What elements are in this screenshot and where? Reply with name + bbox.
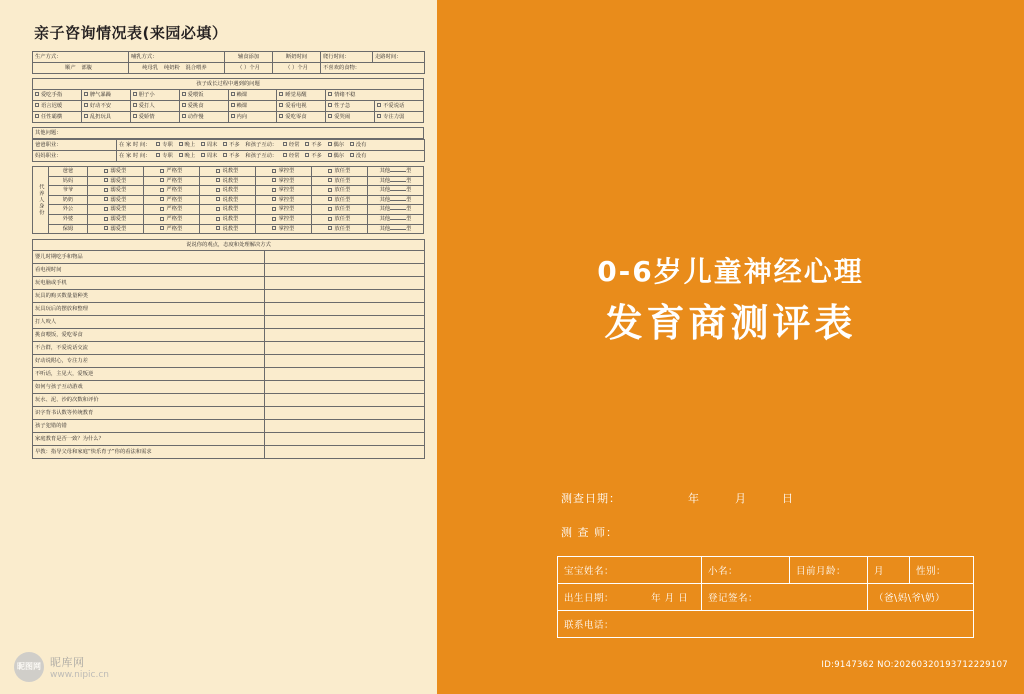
growth-item-label: 爱吃零食 [285, 113, 307, 120]
caregiver-type[interactable]: 掌控型 [255, 195, 311, 205]
opinion-row-input[interactable] [265, 316, 425, 329]
caregiver-row-label: 外公 [49, 205, 88, 215]
caregiver-type-other[interactable]: 其他 型 [367, 195, 423, 205]
caregiver-type[interactable]: 放任型 [311, 224, 367, 234]
caregiver-type-other[interactable]: 其他 型 [367, 215, 423, 225]
caregiver-type[interactable]: 放任型 [311, 167, 367, 177]
opt-weekend[interactable]: 周末 [201, 142, 218, 149]
label-wean-time: 断奶时间 [273, 52, 321, 63]
current-age-field[interactable]: 目前月龄： [790, 557, 868, 584]
opinion-row-label: 识字背书认数等传统教育 [33, 407, 265, 420]
opinion-row-input[interactable] [265, 394, 425, 407]
signature-field[interactable]: 登记签名： [702, 584, 868, 611]
father-occupation-label[interactable]: 爸爸职业： [33, 140, 117, 151]
opinion-row-input[interactable] [265, 420, 425, 433]
opinion-row-input[interactable] [265, 433, 425, 446]
opinion-row-label: 玩具玩后的摆放和整理 [33, 303, 265, 316]
caregiver-type-other[interactable]: 其他 型 [367, 186, 423, 196]
opinion-row-label: 看电视时间 [33, 264, 265, 277]
caregiver-type[interactable]: 放任型 [311, 186, 367, 196]
option-breast-milk[interactable]: 纯母乳 [142, 64, 159, 71]
table-row [558, 584, 974, 611]
opinion-row-input[interactable] [265, 368, 425, 381]
growth-item[interactable] [33, 90, 82, 101]
option-c-section[interactable]: 部腹 [81, 64, 92, 71]
caregiver-row-label: 爸爸 [49, 167, 88, 177]
caregiver-type[interactable]: 说教型 [199, 167, 255, 177]
opinion-row-label: 打人咬人 [33, 316, 265, 329]
label-crawl-time: 爬行时间： [321, 52, 373, 63]
opinion-row-input[interactable] [265, 381, 425, 394]
growth-item[interactable] [81, 112, 130, 123]
caregiver-type-other[interactable]: 其他 型 [367, 224, 423, 234]
date-month-label: 月 [735, 492, 747, 505]
mother-occupation-label[interactable]: 妈妈职业： [33, 151, 117, 162]
opinion-row-label: 玩电脑或手机 [33, 277, 265, 290]
caregiver-type[interactable]: 放任型 [311, 195, 367, 205]
growth-item[interactable] [179, 101, 228, 112]
cover-title-line2: 发育商测评表 [604, 301, 857, 345]
caregiver-type-other[interactable]: 其他 型 [367, 176, 423, 186]
opt-never[interactable]: 没有 [350, 153, 367, 160]
nickname-field[interactable]: 小名： [702, 557, 790, 584]
dislike-food-field[interactable]: 不喜欢的食物： [321, 63, 425, 74]
solid-food-months[interactable]: （ ）个月 [225, 63, 273, 74]
option-natural-birth[interactable]: 顺产 [65, 64, 76, 71]
father-interaction-label: 和孩子互动： [245, 141, 278, 148]
label-walk-time: 走路时间： [373, 52, 425, 63]
examiner-label: 测 查 师： [561, 526, 618, 539]
growth-item[interactable] [81, 101, 130, 112]
caregiver-type-other[interactable]: 其他 型 [367, 167, 423, 177]
opinion-row-label: 不听话，主见大，爱叛逆 [33, 368, 265, 381]
caregiver-type[interactable]: 掌控型 [255, 224, 311, 234]
caregiver-type[interactable]: 溺爱型 [87, 205, 143, 215]
opt-seldom[interactable]: 不多 [223, 153, 240, 160]
other-problems-table [32, 127, 424, 139]
caregiver-row-label: 外婆 [49, 215, 88, 225]
watermark-url: www.nipic.cn [50, 670, 109, 680]
opt-often[interactable]: 经常 [283, 153, 300, 160]
cover-title-line1: 0-6岁儿童神经心理 [597, 255, 864, 288]
caregiver-row-label: 保姆 [49, 224, 88, 234]
growth-item[interactable] [81, 90, 130, 101]
label-birth-mode: 生产方式： [33, 52, 129, 63]
opinion-row-label: 玩具的购买数量量种类 [33, 290, 265, 303]
opt-fulltime[interactable]: 专职 [156, 142, 173, 149]
opinion-row-label: 不合群，不爱说话交流 [33, 342, 265, 355]
opinion-row-label: 家庭教育是否一致？为什么？ [33, 433, 265, 446]
opt-weekend[interactable]: 周末 [201, 153, 218, 160]
opt-evening[interactable]: 晚上 [179, 142, 196, 149]
opt-sometimes[interactable]: 偶尔 [328, 153, 345, 160]
opinion-row-input[interactable] [265, 407, 425, 420]
growth-item-label: 爱喂饭 [187, 91, 204, 98]
growth-item-label: 性子急 [334, 102, 351, 109]
growth-item-label: 爱看电视 [285, 102, 307, 109]
growth-item-label: 爱吃手指 [41, 91, 63, 98]
opinion-row-label: 婴儿时期吃手和物品 [33, 251, 265, 264]
opt-not-much[interactable]: 不多 [305, 153, 322, 160]
mother-interaction-label: 和孩子互动： [245, 152, 278, 159]
wean-months[interactable]: （ ）个月 [273, 63, 321, 74]
label-feeding-mode: 哺乳方式： [129, 52, 225, 63]
opinion-row-label: 玩水、泥、沙的次数和评价 [33, 394, 265, 407]
caregiver-type[interactable]: 严格型 [143, 195, 199, 205]
birth-feeding-table [32, 51, 425, 74]
signature-relation-options[interactable]: （爸\妈\爷\奶） [868, 584, 974, 611]
growth-item[interactable] [179, 90, 228, 101]
growth-item[interactable] [33, 112, 82, 123]
growth-item-label: 内向 [236, 113, 248, 120]
opinion-row-label: 好动说附心，专注力差 [33, 355, 265, 368]
growth-item[interactable] [375, 112, 424, 123]
caregiver-type[interactable]: 说教型 [199, 215, 255, 225]
growth-item-label: 爱挑食 [187, 102, 204, 109]
baby-name-field[interactable]: 宝宝姓名： [558, 557, 702, 584]
growth-item[interactable] [277, 101, 326, 112]
caregiver-type[interactable]: 说教型 [199, 224, 255, 234]
father-home-time-label: 在 家 时 间： [119, 141, 151, 148]
growth-item[interactable] [375, 101, 424, 112]
caregiver-type[interactable]: 掌控型 [255, 205, 311, 215]
caregiver-type[interactable]: 放任型 [311, 205, 367, 215]
caregiver-type[interactable]: 说教型 [199, 186, 255, 196]
page-title: 亲子咨询情况表(来园必填） [34, 24, 228, 42]
opinion-row-input[interactable] [265, 329, 425, 342]
label-solid-food: 辅食添加 [225, 52, 273, 63]
survey-date-field[interactable] [561, 490, 794, 506]
opt-not-much[interactable]: 不多 [305, 142, 322, 149]
growth-item[interactable] [130, 101, 179, 112]
left-form-page [0, 0, 437, 694]
growth-problems-table [32, 78, 424, 123]
caregiver-type[interactable]: 严格型 [143, 215, 199, 225]
growth-item[interactable] [277, 112, 326, 123]
caregiver-type[interactable]: 严格型 [143, 186, 199, 196]
opinions-table [32, 239, 425, 459]
caregiver-type[interactable]: 溺爱型 [87, 224, 143, 234]
growth-item[interactable] [326, 112, 375, 123]
caregiver-type[interactable]: 掌控型 [255, 167, 311, 177]
opt-seldom[interactable]: 不多 [223, 142, 240, 149]
opt-sometimes[interactable]: 偶尔 [328, 142, 345, 149]
birth-mode-options[interactable] [33, 63, 129, 74]
growth-item-label: 赖课 [236, 91, 248, 98]
watermark [14, 652, 109, 682]
growth-item[interactable] [130, 90, 179, 101]
option-mixed[interactable]: 混合喂养 [185, 64, 207, 71]
opinion-row-input[interactable] [265, 355, 425, 368]
image-id-label: ID:9147362 NO:20260320193712229107 [821, 660, 1008, 670]
watermark-logo: 昵图网 [14, 652, 44, 682]
opinion-row-label: 早教：指导父母和家庭“快乐育子”你的看法和需求 [33, 446, 265, 459]
opt-never[interactable]: 没有 [350, 142, 367, 149]
growth-item[interactable] [130, 112, 179, 123]
caregiver-type[interactable]: 说教型 [199, 205, 255, 215]
right-cover-page [437, 0, 1024, 694]
feeding-options[interactable] [129, 63, 225, 74]
other-problems-label: 其他问题： [33, 128, 424, 139]
age-month-unit: 月 [868, 557, 910, 584]
opt-often[interactable]: 经常 [283, 142, 300, 149]
opinion-row-input[interactable] [265, 303, 425, 316]
growth-item-label: 爱哭闹 [334, 113, 351, 120]
growth-item-label: 乱扔玩具 [89, 113, 112, 120]
examiner-field[interactable] [561, 524, 618, 540]
caregiver-style-table [32, 166, 424, 234]
date-day-label: 日 [782, 492, 794, 505]
opinion-row-label: 孩子犯错的错 [33, 420, 265, 433]
mother-time-options[interactable] [117, 151, 425, 162]
caregiver-type[interactable]: 掌控型 [255, 186, 311, 196]
caregiver-identity-label: 代养人身份 [33, 167, 49, 234]
opt-fulltime[interactable]: 专职 [156, 153, 173, 160]
caregiver-type[interactable]: 严格型 [143, 205, 199, 215]
mother-home-time-label: 在 家 时 间： [119, 152, 151, 159]
growth-item-label: 情绪不稳 [334, 91, 356, 98]
caregiver-type[interactable]: 说教型 [199, 176, 255, 186]
survey-date-label: 测查日期： [561, 492, 621, 505]
phone-field[interactable]: 联系电话： [558, 611, 974, 638]
opinion-row-input[interactable] [265, 446, 425, 459]
caregiver-type[interactable]: 放任型 [311, 176, 367, 186]
opinion-row-input[interactable] [265, 277, 425, 290]
growth-item[interactable] [277, 90, 326, 101]
caregiver-type[interactable]: 说教型 [199, 195, 255, 205]
growth-item[interactable] [179, 112, 228, 123]
opinion-row-input[interactable] [265, 251, 425, 264]
date-year-label: 年 [688, 492, 700, 505]
growth-item[interactable] [326, 101, 375, 112]
watermark-text: 昵库网 [50, 656, 85, 669]
growth-item-label: 脾气暴躁 [89, 91, 112, 98]
growth-problems-header: 孩子成长过程中遇到的问题 [33, 79, 424, 90]
caregiver-row-label: 奶奶 [49, 195, 88, 205]
growth-item-label: 睡觉易醒 [285, 91, 307, 98]
opinion-row-input[interactable] [265, 342, 425, 355]
growth-item-label: 任性霸横 [41, 113, 63, 120]
growth-item-label: 动作慢 [187, 113, 204, 120]
growth-item-label: 爱娇情 [138, 113, 155, 120]
caregiver-type[interactable]: 严格型 [143, 224, 199, 234]
growth-item-label: 爱打人 [138, 102, 155, 109]
growth-item-label: 专注力弱 [383, 113, 405, 120]
caregiver-type[interactable]: 溺爱型 [87, 195, 143, 205]
gender-field[interactable]: 性别： [910, 557, 974, 584]
opinion-row-input[interactable] [265, 264, 425, 277]
growth-item-label: 好动不安 [89, 102, 112, 109]
caregiver-type[interactable]: 放任型 [311, 215, 367, 225]
growth-item-label: 赖课 [236, 102, 248, 109]
caregiver-type[interactable]: 溺爱型 [87, 167, 143, 177]
caregiver-row-label: 爷爷 [49, 186, 88, 196]
opinion-row-input[interactable] [265, 290, 425, 303]
opt-evening[interactable]: 晚上 [179, 153, 196, 160]
birthdate-ymd: 年 月 日 [651, 593, 689, 604]
opinions-header: 说说你的观点，态度和处理解决方式 [33, 240, 425, 251]
option-formula[interactable]: 纯奶粉 [163, 64, 180, 71]
father-time-options[interactable] [117, 140, 425, 151]
growth-item[interactable] [228, 90, 277, 101]
baby-info-table [557, 556, 974, 638]
growth-item-label: 语言迟缓 [41, 102, 63, 109]
caregiver-type[interactable]: 严格型 [143, 167, 199, 177]
growth-item[interactable] [228, 101, 277, 112]
caregiver-type[interactable]: 掌控型 [255, 176, 311, 186]
opinion-row-label: 挑食喂饭，爱吃零食 [33, 329, 265, 342]
growth-item-label: 胆子小 [138, 91, 155, 98]
caregiver-type[interactable]: 溺爱型 [87, 176, 143, 186]
caregiver-type-other[interactable]: 其他 型 [367, 205, 423, 215]
caregiver-row-label: 妈妈 [49, 176, 88, 186]
opinion-row-label: 如何与孩子互动游戏 [33, 381, 265, 394]
birthdate-field[interactable]: 出生日期： 年 月 日 [558, 584, 702, 611]
growth-item[interactable] [33, 101, 82, 112]
caregiver-type[interactable]: 溺爱型 [87, 215, 143, 225]
table-row [558, 557, 974, 584]
growth-item[interactable] [326, 90, 424, 101]
caregiver-type[interactable]: 掌控型 [255, 215, 311, 225]
growth-item[interactable] [228, 112, 277, 123]
caregiver-type[interactable]: 溺爱型 [87, 186, 143, 196]
parents-table [32, 139, 425, 162]
table-row [558, 611, 974, 638]
growth-item-label: 不爱说话 [383, 102, 405, 109]
caregiver-type[interactable]: 严格型 [143, 176, 199, 186]
